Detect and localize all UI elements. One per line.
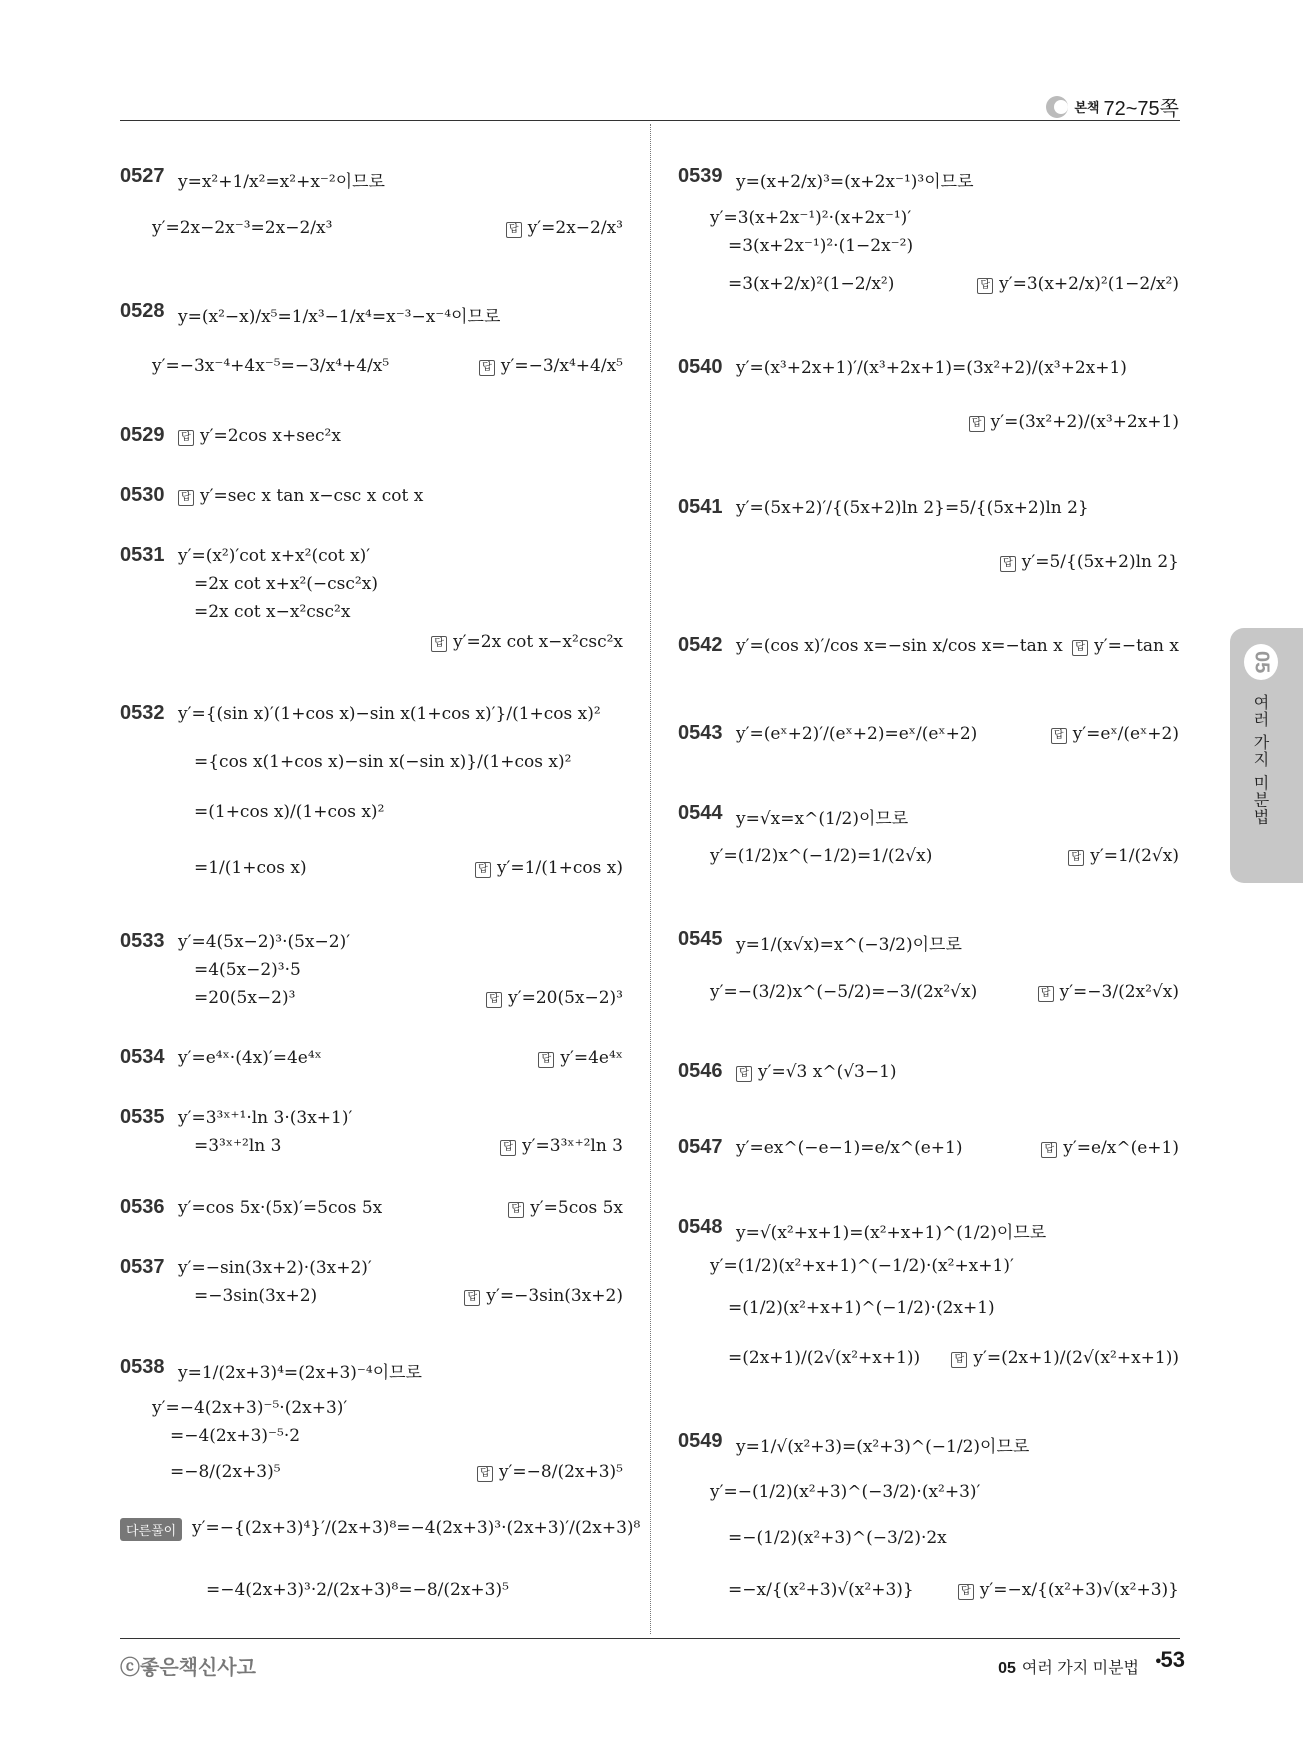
answer: 답 y′=e/x^(e+1) xyxy=(1041,1138,1179,1158)
answer: 답 y′=5/{(5x+2)ln 2} xyxy=(1000,552,1179,572)
solution-line: =−8/(2x+3)⁵ xyxy=(170,1462,281,1482)
solution-line: =3(x+2x⁻¹)²·(1−2x⁻²) xyxy=(728,236,914,256)
solution-line: =1/(1+cos x) xyxy=(194,858,307,878)
answer: 답 y′=eˣ/(eˣ+2) xyxy=(1051,724,1179,744)
problem-number: 0537 xyxy=(120,1256,165,1278)
answer: 답 y′=1/(2√x) xyxy=(1068,846,1179,866)
answer-mark-icon: 답 xyxy=(969,416,985,432)
footer-bullet: • xyxy=(1153,1652,1163,1671)
arrow-icon xyxy=(1046,96,1068,118)
solution-line: y′=2x−2x⁻³=2x−2/x³ xyxy=(152,218,333,238)
solution-line: =−x/{(x²+3)√(x²+3)} xyxy=(728,1580,914,1600)
solution-line: y′=−(3/2)x^(−5/2)=−3/(2x²√x) xyxy=(710,982,978,1002)
solution-line: y′=ex^(−e−1)=e/x^(e+1) xyxy=(736,1138,963,1158)
answer: 답 y′=−3sin(3x+2) xyxy=(464,1286,623,1306)
footer-rule xyxy=(120,1638,1180,1639)
solution-line: =3(x+2/x)²(1−2/x²) xyxy=(728,274,895,294)
alternative-line: y′=−{(2x+3)⁴}′/(2x+3)⁸=−4(2x+3)³·(2x+3)′/(2x+3)⁸ xyxy=(192,1518,641,1538)
answer-mark-icon: 답 xyxy=(178,490,194,506)
footer-chapter xyxy=(998,1655,1139,1678)
solution-line: y′=3(x+2x⁻¹)²·(x+2x⁻¹)′ xyxy=(710,208,912,228)
problem-number: 0528 xyxy=(120,300,165,322)
solution-line: =−3sin(3x+2) xyxy=(194,1286,318,1306)
solution-line: y′=4(5x−2)³·(5x−2)′ xyxy=(178,932,351,952)
chapter-title: 여러 가지 미분법 xyxy=(1251,694,1270,826)
problem-number: 0529 xyxy=(120,424,165,446)
answer-mark-icon: 답 xyxy=(951,1352,967,1368)
answer-mark-icon: 답 xyxy=(506,222,522,238)
answer: 답 y′=1/(1+cos x) xyxy=(475,858,623,878)
answer-mark-icon: 답 xyxy=(479,360,495,376)
answer-mark-icon: 답 xyxy=(508,1202,524,1218)
answer: 답 y′=√3 x^(√3−1) xyxy=(736,1062,897,1082)
alternative-solution-label: 다른풀이 xyxy=(120,1518,182,1541)
answer: 답 y′=3³ˣ⁺²ln 3 xyxy=(500,1136,623,1156)
chapter-number: 05 xyxy=(1244,644,1278,680)
answer-mark-icon: 답 xyxy=(477,1466,493,1482)
solution-line: =20(5x−2)³ xyxy=(194,988,296,1008)
answer-mark-icon: 답 xyxy=(464,1290,480,1306)
solution-line: y′=−(1/2)(x²+3)^(−3/2)·(x²+3)′ xyxy=(710,1482,981,1502)
answer: 답 y′=2x−2/x³ xyxy=(506,218,623,238)
answer-mark-icon: 답 xyxy=(1072,640,1088,656)
answer: 답 y′=(2x+1)/(2√(x²+x+1)) xyxy=(951,1348,1179,1368)
solution-line: y=1/(x√x)=x^(−3/2)이므로 xyxy=(736,935,962,955)
solution-line: =2x cot x+x²(−csc²x) xyxy=(194,574,378,594)
solution-line: y′=(5x+2)′/{(5x+2)ln 2}=5/{(5x+2)ln 2} xyxy=(736,498,1089,518)
answer: 답 y′=−3/x⁴+4/x⁵ xyxy=(479,356,623,376)
answer-mark-icon: 답 xyxy=(178,430,194,446)
solution-line: y′=e⁴ˣ·(4x)′=4e⁴ˣ xyxy=(178,1048,322,1068)
answer-mark-icon: 답 xyxy=(500,1140,516,1156)
answer: 답 y′=−3/(2x²√x) xyxy=(1038,982,1179,1002)
solution-line: y′=−sin(3x+2)·(3x+2)′ xyxy=(178,1258,372,1278)
answer: 답 y′=20(5x−2)³ xyxy=(486,988,623,1008)
answer: 답 y′=(3x²+2)/(x³+2x+1) xyxy=(969,412,1179,432)
problem-number: 0545 xyxy=(678,928,723,950)
publisher-logo: ⓒ좋은책신사고 xyxy=(120,1657,256,1679)
solution-line: y=1/√(x²+3)=(x²+3)^(−1/2)이므로 xyxy=(736,1437,1030,1457)
solution-line: y′=(1/2)(x²+x+1)^(−1/2)·(x²+x+1)′ xyxy=(710,1256,1014,1276)
solution-line: y′=−4(2x+3)⁻⁵·(2x+3)′ xyxy=(152,1398,348,1418)
problem-number: 0532 xyxy=(120,702,165,724)
solution-line: y′=(cos x)′/cos x=−sin x/cos x=−tan x xyxy=(736,636,1063,656)
problem-number: 0538 xyxy=(120,1356,165,1378)
answer: 답 y′=2cos x+sec²x xyxy=(178,426,341,446)
solution-line: =−(1/2)(x²+3)^(−3/2)·2x xyxy=(728,1528,947,1548)
answer: 답 y′=2x cot x−x²csc²x xyxy=(431,632,623,652)
alternative-line: =−4(2x+3)³·2/(2x+3)⁸=−8/(2x+3)⁵ xyxy=(206,1580,509,1600)
column-divider xyxy=(650,124,651,1634)
answer: 답 y′=−8/(2x+3)⁵ xyxy=(477,1462,623,1482)
answer-mark-icon: 답 xyxy=(736,1066,752,1082)
solution-line: y=(x+2/x)³=(x+2x⁻¹)³이므로 xyxy=(736,172,974,192)
solution-line: y=(x²−x)/x⁵=1/x³−1/x⁴=x⁻³−x⁻⁴이므로 xyxy=(178,307,501,327)
answer-mark-icon: 답 xyxy=(1068,850,1084,866)
answer-mark-icon: 답 xyxy=(977,278,993,294)
solution-line: y=x²+1/x²=x²+x⁻²이므로 xyxy=(178,172,385,192)
answer-mark-icon: 답 xyxy=(538,1052,554,1068)
problem-number: 0534 xyxy=(120,1046,165,1068)
problem-number: 0549 xyxy=(678,1430,723,1452)
solution-line: y′=(1/2)x^(−1/2)=1/(2√x) xyxy=(710,846,933,866)
problem-number: 0544 xyxy=(678,802,723,824)
page-number: 53 xyxy=(1160,1647,1185,1672)
answer-mark-icon: 답 xyxy=(958,1584,974,1600)
solution-line: =2x cot x−x²csc²x xyxy=(194,602,351,622)
page-range: 72~75쪽 xyxy=(1103,98,1179,120)
solution-line: y′=cos 5x·(5x)′=5cos 5x xyxy=(178,1198,383,1218)
answer: 답 y′=4e⁴ˣ xyxy=(538,1048,623,1068)
answer: 답 y′=−tan x xyxy=(1072,636,1179,656)
footer-chapter-title: 여러 가지 미분법 xyxy=(1021,1660,1139,1677)
book-label: 본책 xyxy=(1074,100,1100,115)
problem-number: 0546 xyxy=(678,1060,723,1082)
answer: 답 y′=−x/{(x²+3)√(x²+3)} xyxy=(958,1580,1179,1600)
page-reference xyxy=(1046,92,1179,121)
problem-number: 0543 xyxy=(678,722,723,744)
solution-line: ={cos x(1+cos x)−sin x(−sin x)}/(1+cos x)² xyxy=(194,752,572,772)
solution-line: =(1+cos x)/(1+cos x)² xyxy=(194,802,385,822)
solution-line: =−4(2x+3)⁻⁵·2 xyxy=(170,1426,301,1446)
solution-line: =3³ˣ⁺²ln 3 xyxy=(194,1136,282,1156)
solution-line: y′=(x³+2x+1)′/(x³+2x+1)=(3x²+2)/(x³+2x+1) xyxy=(736,358,1127,378)
solution-line: y′=3³ˣ⁺¹·ln 3·(3x+1)′ xyxy=(178,1108,353,1128)
problem-number: 0540 xyxy=(678,356,723,378)
problem-number: 0530 xyxy=(120,484,165,506)
problem-number: 0547 xyxy=(678,1136,723,1158)
answer-mark-icon: 답 xyxy=(1051,728,1067,744)
answer: 답 y′=5cos 5x xyxy=(508,1198,623,1218)
problem-number: 0531 xyxy=(120,544,165,566)
solution-line: y′=−3x⁻⁴+4x⁻⁵=−3/x⁴+4/x⁵ xyxy=(152,356,390,376)
answer-mark-icon: 답 xyxy=(486,992,502,1008)
problem-number: 0542 xyxy=(678,634,723,656)
answer-mark-icon: 답 xyxy=(475,862,491,878)
solution-line: y′=(eˣ+2)′/(eˣ+2)=eˣ/(eˣ+2) xyxy=(736,724,978,744)
problem-number: 0541 xyxy=(678,496,723,518)
solution-line: y=√(x²+x+1)=(x²+x+1)^(1/2)이므로 xyxy=(736,1223,1047,1243)
solution-line: y=√x=x^(1/2)이므로 xyxy=(736,809,909,829)
solution-line: =(2x+1)/(2√(x²+x+1)) xyxy=(728,1348,921,1368)
answer-mark-icon: 답 xyxy=(1000,556,1016,572)
solution-line: y′={(sin x)′(1+cos x)−sin x(1+cos x)′}/(1+cos x)² xyxy=(178,704,601,724)
answer: 답 y′=sec x tan x−csc x cot x xyxy=(178,486,423,506)
solution-line: =4(5x−2)³·5 xyxy=(194,960,301,980)
solution-line: =(1/2)(x²+x+1)^(−1/2)·(2x+1) xyxy=(728,1298,995,1318)
answer-mark-icon: 답 xyxy=(1038,986,1054,1002)
header-rule xyxy=(120,120,1180,121)
chapter-side-tab xyxy=(1230,628,1303,883)
problem-number: 0533 xyxy=(120,930,165,952)
problem-number: 0539 xyxy=(678,165,723,187)
problem-number: 0548 xyxy=(678,1216,723,1238)
problem-number: 0527 xyxy=(120,165,165,187)
footer-chapter-num: 05 xyxy=(998,1660,1016,1677)
answer-mark-icon: 답 xyxy=(431,636,447,652)
answer: 답 y′=3(x+2/x)²(1−2/x²) xyxy=(977,274,1179,294)
problem-number: 0535 xyxy=(120,1106,165,1128)
solution-line: y=1/(2x+3)⁴=(2x+3)⁻⁴이므로 xyxy=(178,1363,422,1383)
solution-line: y′=(x²)′cot x+x²(cot x)′ xyxy=(178,546,371,566)
problem-number: 0536 xyxy=(120,1196,165,1218)
answer-mark-icon: 답 xyxy=(1041,1142,1057,1158)
